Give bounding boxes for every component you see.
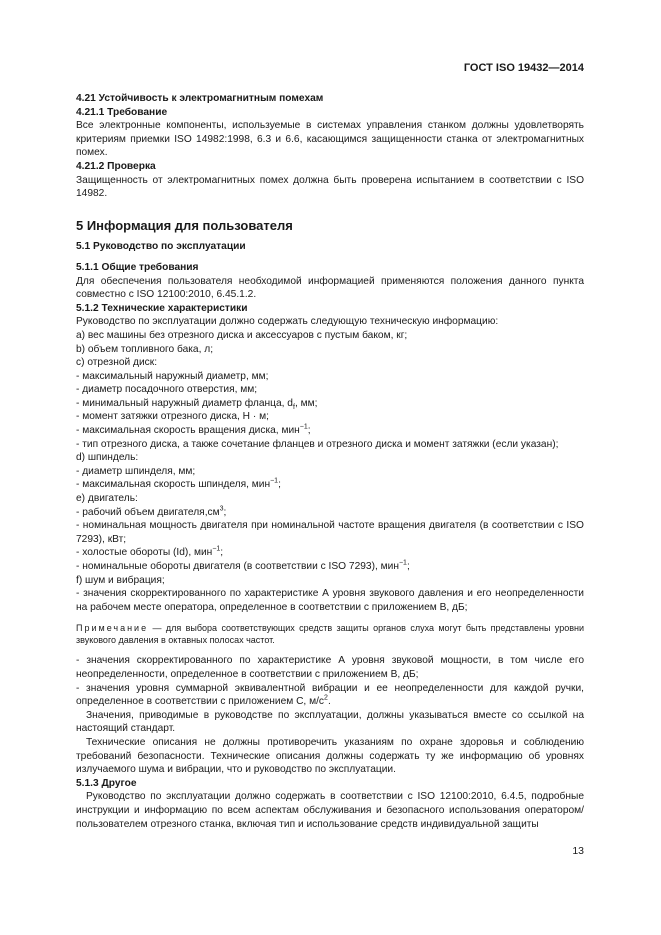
section-4-21-2-title: 4.21.2 Проверка <box>76 160 156 172</box>
section-4-21-2-text: Защищенность от электромагнитных помех должна быть проверена испытанием в соответствии с ISO 14982. <box>76 174 584 200</box>
list-item-c: с) отрезной диск: <box>76 357 158 369</box>
section-5-title: 5 Информация для пользователя <box>76 217 293 233</box>
section-5-1-2-intro: Руководство по эксплуатации должно содержать следующую техническую информацию: <box>76 316 499 328</box>
list-item-c5: - максимальная скорость вращения диска, мин$^{-1}$; <box>76 423 311 437</box>
section-5-1-2-title: 5.1.2 Технические характеристики <box>76 302 248 314</box>
list-item-e3: - холостые обороты (Id), мин$^{-1}$; <box>76 546 224 559</box>
list-item-f2: - значения скорректированного по характеристике А уровня звуковой мощности, в том числе его неопределенности, определенное в соответствии с приложением В, дБ; <box>76 655 584 680</box>
list-item-c6: - тип отрезного диска, а также сочетание фланцев и отрезного диска и момент затяжки (если указан); <box>76 438 559 450</box>
note-label: Примечание <box>76 623 149 634</box>
list-item-e: е) двигатель: <box>76 493 138 505</box>
list-item-f3: - значения уровня суммарной эквивалентной вибрации и ее неопределенности для каждой ручки, определенное в соответствии с приложением С, $м/с^2$. <box>76 682 584 708</box>
section-4-21-1-title: 4.21.1 Требование <box>76 106 168 118</box>
list-item-d: d) шпиндель: <box>76 452 139 464</box>
list-item-e1: - рабочий объем $двигателя,см^3$; <box>76 505 227 518</box>
section-5-1-1-text: Для обеспечения пользователя необходимой информацией применяются положения данного пункта совместно с ISO 12100:2010, 6.45.1.2. <box>76 275 584 301</box>
list-item-c2: - диаметр посадочного отверстия, мм; <box>76 384 258 396</box>
list-item-f: f) шум и вибрация; <box>76 574 165 586</box>
list-item-c4: - момент затяжки отрезного диска, Н · м; <box>76 411 269 423</box>
note-text: — для выбора соответствующих средств защиты органов слуха могут быть представлены уровни звукового давления в октавных полосах частот. <box>76 623 584 646</box>
list-item-e4: - номинальные обороты двигателя (в соответствии с ISO 7293), мин$^{-1}$; <box>76 559 410 572</box>
values-paragraph: Значения, приводимые в руководстве по эксплуатации, должны указываться вместе со ссылкой на настоящий стандарт. <box>76 709 584 735</box>
list-item-c3: - минимальный наружный диаметр фланца, $d_f$, мм; <box>76 397 318 411</box>
list-item-d2: - максимальная скорость шпинделя, мин$^{-1}$; <box>76 478 281 491</box>
list-item-e2: - номинальная мощность двигателя при номинальной частоте вращения двигателя (в соответствии с ISO 7293), кВт; <box>76 520 584 545</box>
section-4-21-1-text: Все электронные компоненты, используемые в системах управления станком должны удовлетворять критериям приемки ISO 14982:1998, 6.3 и 6.6, касающимся защищенности станка от электромагнитных помех. <box>76 120 584 159</box>
section-5-1-title: 5.1 Руководство по эксплуатации <box>76 241 246 253</box>
list-item-f1: - значения скорректированного по характеристике А уровня звукового давления и его неопределенности на рабочем месте оператора, определенное в соответствии с приложением В, дБ; <box>76 588 584 613</box>
list-item-a: а) вес машины без отрезного диска и аксессуаров с пустым баком, кг; <box>76 329 408 341</box>
section-5-1-3-title: 5.1.3 Другое <box>76 777 137 789</box>
document-id-header: ГОСТ ISO 19432—2014 <box>463 62 584 74</box>
page-number: 13 <box>572 845 584 857</box>
section-5-1-1-title: 5.1.1 Общие требования <box>76 261 199 273</box>
page-content <box>76 92 584 831</box>
section-5-1-3-text: Руководство по эксплуатации должно содержать в соответствии с ISO 12100:2010, 6.4.5, подробные инструкции и информацию по всем аспектам обслуживания и безопасного использования оператором/пользователем отрезного станка, включая тип и использование средств индивидуальной защиты <box>76 791 584 830</box>
list-item-b: b) объем топливного бака, л; <box>76 343 214 355</box>
section-4-21-title: 4.21 Устойчивость к электромагнитным помехам <box>76 93 324 104</box>
list-item-d1: - диаметр шпинделя, мм; <box>76 465 196 477</box>
note-paragraph <box>76 622 584 646</box>
technical-descriptions-paragraph: Технические описания не должны противоречить указаниям по охране здоровья и соблюдению требований безопасности. Технические описания должны содержать ту же информацию об уровнях излучаемого шума и вибрации, что и руководство по эксплуатации. <box>76 736 584 776</box>
list-item-c1: - максимальный наружный диаметр, мм; <box>76 370 269 382</box>
